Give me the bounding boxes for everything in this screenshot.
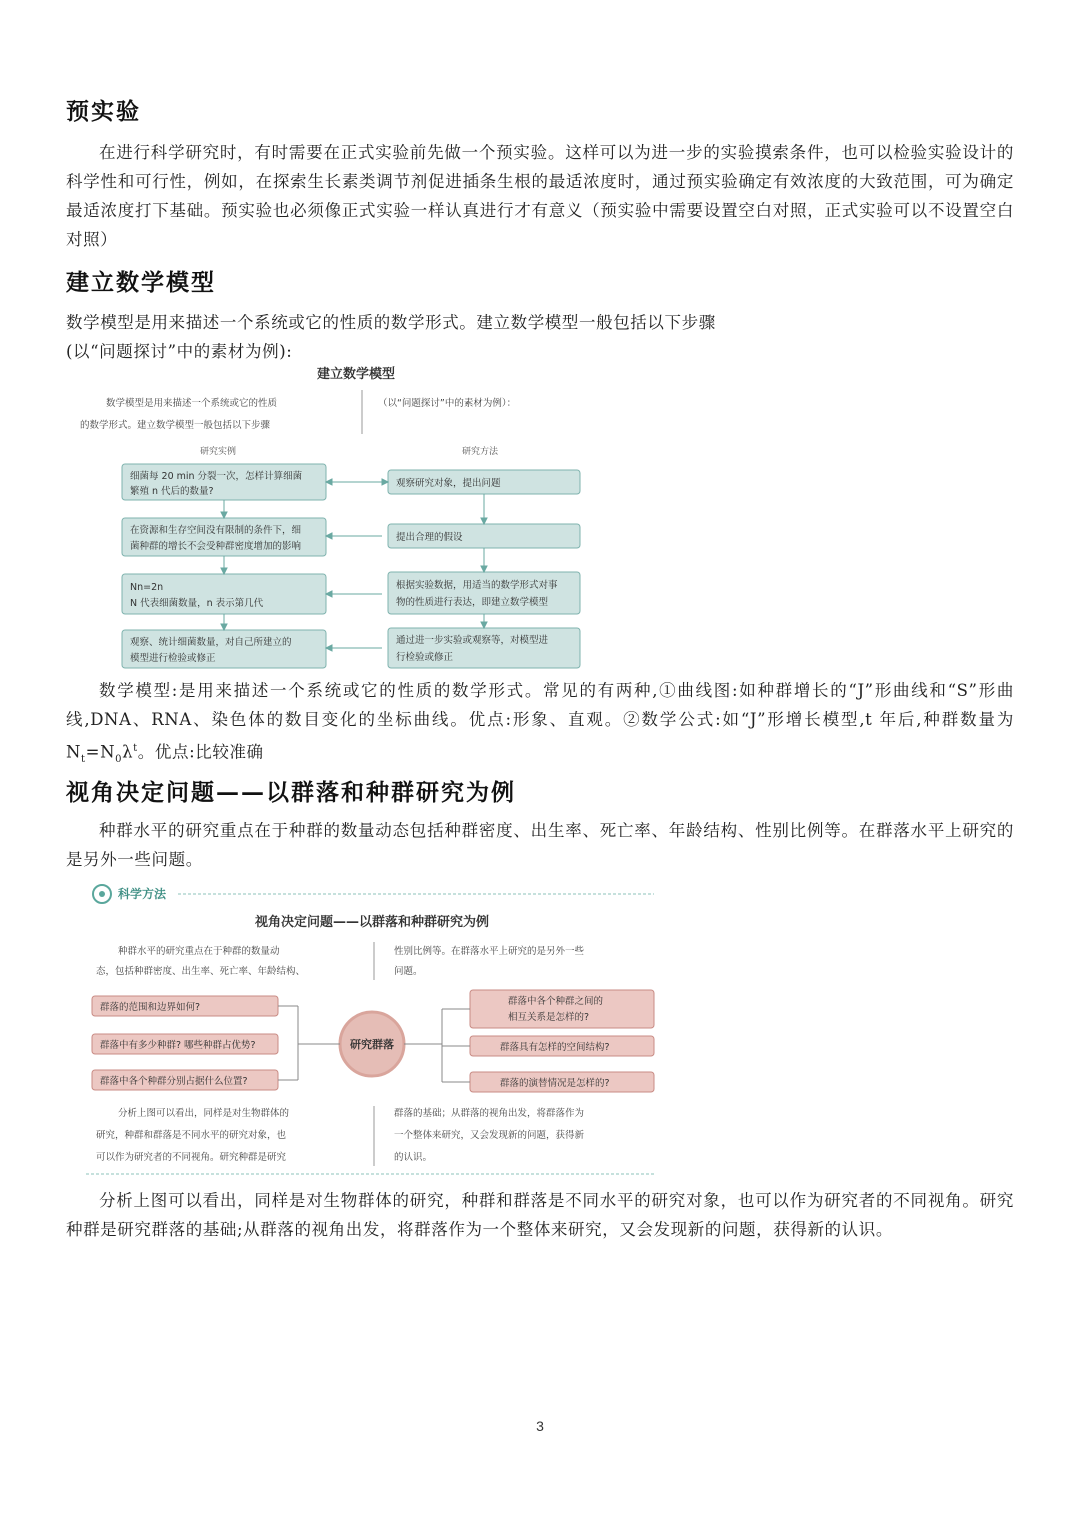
svg-text:菌种群的增长不会受种群密度增加的影响: 菌种群的增长不会受种群密度增加的影响 [130,541,302,552]
figure-title: 视角决定问题——以群落和种群研究为例 [254,915,490,930]
svg-text:行检验或修正: 行检验或修正 [396,652,454,663]
svg-text:相互关系是怎样的?: 相互关系是怎样的? [508,1012,590,1023]
svg-text:Nn=2n: Nn=2n [130,582,164,593]
svg-text:问题。: 问题。 [394,966,423,977]
left-question-1 [92,996,278,1016]
right-question-2 [470,1036,654,1056]
left-question-3 [92,1070,278,1090]
math-model-intro-line1: 数学模型是用来描述一个系统或它的性质的数学形式。建立数学模型一般包括以下步骤 [66,313,716,332]
svg-text:繁殖 n 代后的数量?: 繁殖 n 代后的数量? [130,486,214,497]
section-title-math-model: 建立数学模型 [66,269,216,296]
svg-text:群落的演替情况是怎样的?: 群落的演替情况是怎样的? [500,1078,610,1089]
svg-text:可以作为研究者的不同视角。研究种群是研究: 可以作为研究者的不同视角。研究种群是研究 [96,1152,287,1163]
flowchart-left-note-1: 数学模型是用来描述一个系统或它的性质 [106,398,278,409]
svg-text:群落中各个种群之间的: 群落中各个种群之间的 [508,996,604,1007]
svg-text:群落具有怎样的空间结构?: 群落具有怎样的空间结构? [500,1042,610,1053]
svg-text:群落的基础；从群落的视角出发，将群落作为: 群落的基础；从群落的视角出发，将群落作为 [394,1108,585,1119]
perspective-paragraph-1: 种群水平的研究重点在于种群的数量动态包括种群密度、出生率、死亡率、年龄结构、性别比例等。在群落水平上研究的是另外一些问题。 [66,821,1014,869]
svg-text:观察研究对象，提出问题: 观察研究对象，提出问题 [396,478,501,489]
flowchart-left-box-2 [122,518,326,556]
svg-text:性别比例等。在群落水平上研究的是另外一些: 性别比例等。在群落水平上研究的是另外一些 [394,946,585,957]
flowchart-right-box-1 [388,470,580,494]
math-model-paragraph: 数学模型:是用来描述一个系统或它的性质的数学形式。常见的有两种,①曲线图:如种群增长的“J”形曲线和“S”形曲线,DNA、RNA、染色体的数目变化的坐标曲线。优点:形象、直观。②数学公式:如“J”形增长模型,t 年后,种群数量为 $N_t=N_0\lambda^t$。优点:比较准确 [66,681,1014,765]
right-question-1 [470,990,654,1028]
page-number: 3 [536,1418,544,1434]
svg-text:态，包括种群密度、出生率、死亡率、年龄结构、: 态，包括种群密度、出生率、死亡率、年龄结构、 [96,966,306,977]
flowchart-right-box-4 [388,628,580,668]
flowchart-arrows [221,479,487,651]
flowchart-left-note-2: 的数学形式。建立数学模型一般包括以下步骤 [80,420,271,431]
left-question-2 [92,1034,278,1054]
flowchart-left-box-4 [122,630,326,668]
svg-text:的认识。: 的认识。 [394,1152,433,1163]
svg-text:分析上图可以看出，同样是对生物群体的: 分析上图可以看出，同样是对生物群体的 [118,1108,290,1119]
svg-text:通过进一步实验或观察等，对模型进: 通过进一步实验或观察等，对模型进 [396,635,549,646]
svg-text:群落的范围和边界如何?: 群落的范围和边界如何? [100,1002,201,1013]
svg-text:模型进行检验或修正: 模型进行检验或修正 [130,653,216,664]
math-model-intro-line2: (以“问题探讨”中的素材为例): [66,342,293,361]
center-label: 研究群落 [350,1038,394,1051]
right-question-3 [470,1072,654,1092]
community-population-figure [82,876,658,1176]
pre-experiment-paragraph: 在进行科学研究时，有时需要在正式实验前先做一个预实验。这样可以为进一步的实验摸索条件，也可以检验实验设计的科学性和可行性，例如，在探索生长素类调节剂促进插条生根的最适浓度时，通过预实验确定有效浓度的大致范围，可为确定最适浓度打下基础。预实验也必须像正式实验一样认真进行才有意义（预实验中需要设置空白对照，正式实验可以不设置空白对照） [66,143,1014,249]
flowchart-left-box-1 [122,464,326,500]
science-method-badge: 科学方法 [118,887,167,901]
flowchart-right-box-3 [388,572,580,614]
flowchart-right-note: （以“问题探讨”中的素材为例）： [378,398,517,409]
flowchart-col-left: 研究实例 [199,447,237,457]
section-title-perspective: 视角决定问题——以群落和种群研究为例 [66,779,516,806]
svg-text:根据实验数据，用适当的数学形式对事: 根据实验数据，用适当的数学形式对事 [396,580,558,591]
svg-text:群落中有多少种群? 哪些种群占优势?: 群落中有多少种群? 哪些种群占优势? [100,1040,256,1051]
flowchart-right-box-2 [388,524,580,548]
svg-text:一个整体来研究，又会发现新的问题，获得新: 一个整体来研究，又会发现新的问题，获得新 [394,1130,585,1141]
svg-text:观察、统计细菌数量，对自己所建立的: 观察、统计细菌数量，对自己所建立的 [130,637,292,648]
flowchart-left-box-3 [122,574,326,614]
svg-text:N 代表细菌数量，n 表示第几代: N 代表细菌数量，n 表示第几代 [130,598,264,609]
svg-text:物的性质进行表达，即建立数学模型: 物的性质进行表达，即建立数学模型 [396,597,549,608]
svg-text:群落中各个种群分别占据什么位置?: 群落中各个种群分别占据什么位置? [100,1076,248,1087]
svg-text:种群水平的研究重点在于种群的数量动: 种群水平的研究重点在于种群的数量动 [118,946,280,957]
section-title-pre-experiment: 预实验 [66,98,141,125]
flowchart-title: 建立数学模型 [316,367,396,382]
svg-text:提出合理的假设: 提出合理的假设 [396,532,463,543]
svg-text:细菌每 20 min 分裂一次，怎样计算细菌: 细菌每 20 min 分裂一次，怎样计算细菌 [130,471,303,482]
svg-text:研究，种群和群落是不同水平的研究对象，也: 研究，种群和群落是不同水平的研究对象，也 [96,1130,287,1141]
math-model-flowchart [66,362,596,670]
svg-text:在资源和生存空间没有限制的条件下，细: 在资源和生存空间没有限制的条件下，细 [130,525,302,536]
perspective-paragraph-2: 分析上图可以看出，同样是对生物群体的研究，种群和群落是不同水平的研究对象，也可以作为研究者的不同视角。研究种群是研究群落的基础;从群落的视角出发，将群落作为一个整体来研究，又会发现新的问题，获得新的认识。 [66,1191,1014,1239]
flowchart-col-right: 研究方法 [461,447,499,457]
